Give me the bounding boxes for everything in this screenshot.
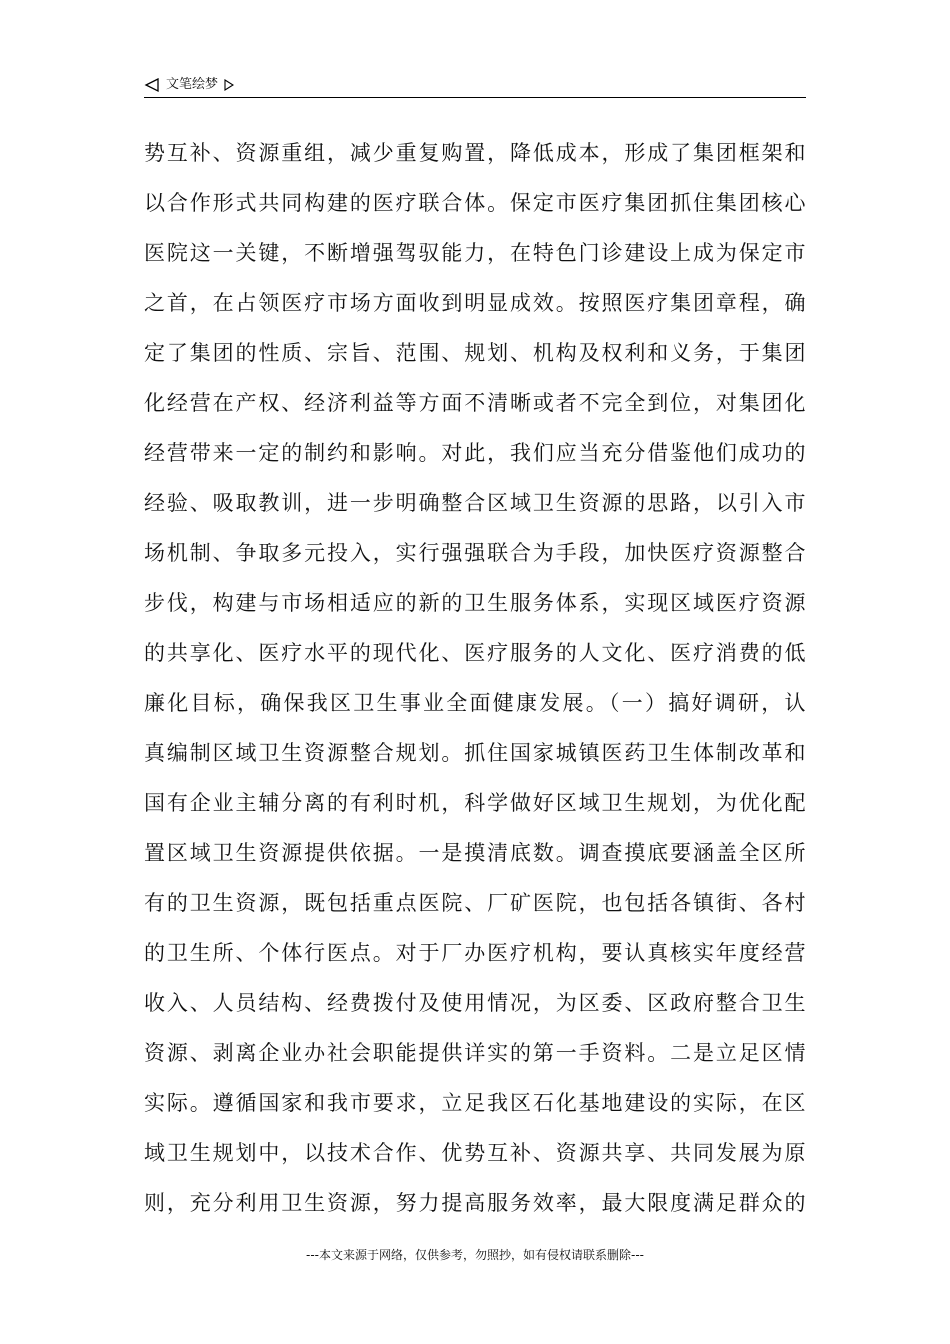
paragraph-line: 医院这一关键，不断增强驾驭能力，在特色门诊建设上成为保定市: [144, 241, 806, 265]
paragraph-line: 的共享化、医疗水平的现代化、医疗服务的人文化、医疗消费的低: [144, 641, 806, 665]
triangle-right-outline-icon: [224, 76, 234, 88]
paragraph-line: 实际。遵循国家和我市要求，立足我区石化基地建设的实际，在区: [144, 1091, 806, 1115]
paragraph-line: 真编制区域卫生资源整合规划。抓住国家城镇医药卫生体制改革和: [144, 741, 806, 765]
paragraph-line: 则，充分利用卫生资源，努力提高服务效率，最大限度满足群众的: [144, 1191, 806, 1215]
paragraph-line: 步伐，构建与市场相适应的新的卫生服务体系，实现区域医疗资源: [144, 591, 806, 615]
paragraph-line: 的卫生所、个体行医点。对于厂办医疗机构，要认真核实年度经营: [144, 941, 806, 965]
paragraph-line: 廉化目标，确保我区卫生事业全面健康发展。（一）搞好调研，认: [144, 691, 806, 715]
paragraph-line: 收入、人员结构、经费拨付及使用情况，为区委、区政府整合卫生: [144, 991, 806, 1015]
paragraph-line: 之首，在占领医疗市场方面收到明显成效。按照医疗集团章程，确: [144, 291, 806, 315]
paragraph-line: 国有企业主辅分离的有利时机，科学做好区域卫生规划，为优化配: [144, 791, 806, 815]
paragraph-line: 经验、吸取教训，进一步明确整合区域卫生资源的思路，以引入市: [144, 491, 806, 515]
paragraph-line: 定了集团的性质、宗旨、范围、规划、机构及权利和义务，于集团: [144, 341, 806, 365]
paragraph-line: 置区域卫生资源提供依据。一是摸清底数。调查摸底要涵盖全区所: [144, 841, 806, 865]
triangle-left-outline-icon: [144, 77, 160, 93]
document-body: [144, 128, 806, 1228]
header-divider: [144, 97, 806, 98]
header-row: [144, 74, 806, 96]
paragraph-line: 以合作形式共同构建的医疗联合体。保定市医疗集团抓住集团核心: [144, 191, 806, 215]
paragraph-line: 势互补、资源重组，减少重复购置，降低成本，形成了集团框架和: [144, 141, 806, 165]
paragraph-line: 资源、剥离企业办社会职能提供详实的第一手资料。二是立足区情: [144, 1041, 806, 1065]
header-title: 文笔绘梦: [166, 77, 219, 92]
paragraph-line: 场机制、争取多元投入，实行强强联合为手段，加快医疗资源整合: [144, 541, 806, 565]
paragraph-line: 经营带来一定的制约和影响。对此，我们应当充分借鉴他们成功的: [144, 441, 806, 465]
paragraph-line: 有的卫生资源，既包括重点医院、厂矿医院，也包括各镇街、各村: [144, 891, 806, 915]
page-header: [144, 74, 806, 98]
paragraph-line: 域卫生规划中，以技术合作、优势互补、资源共享、共同发展为原: [144, 1141, 806, 1165]
page-footer: ---本文来源于网络，仅供参考，勿照抄，如有侵权请联系删除---: [306, 1248, 644, 1262]
paragraph-line: 化经营在产权、经济利益等方面不清晰或者不完全到位，对集团化: [144, 391, 806, 415]
